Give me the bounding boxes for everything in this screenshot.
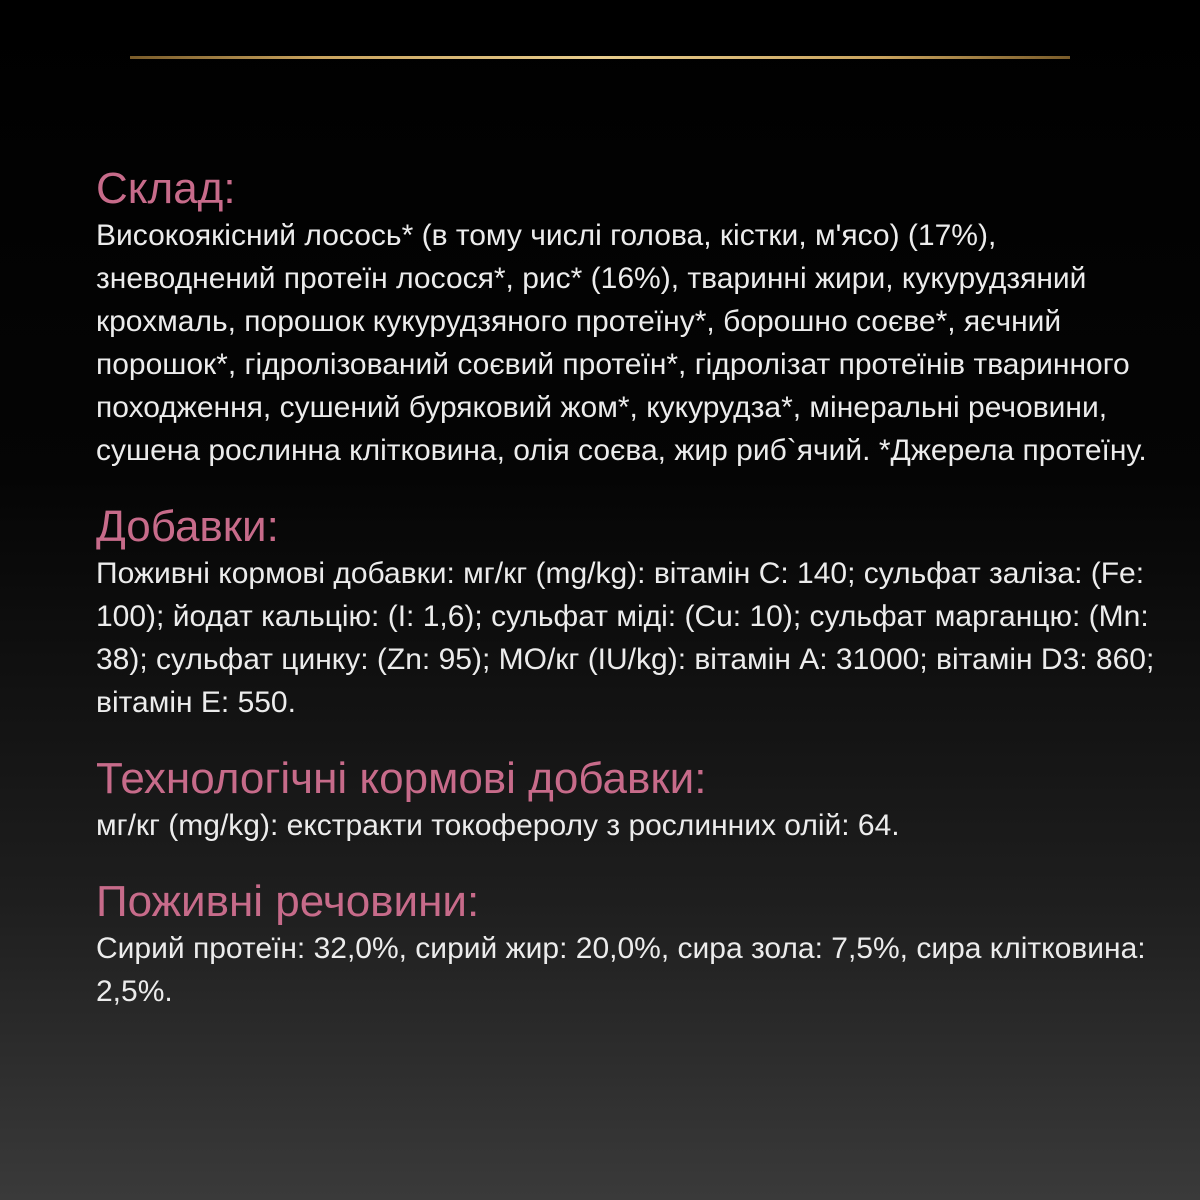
technological-additives-section [96,754,1156,847]
additives-title: Добавки: [96,502,279,551]
composition-section [96,164,1156,472]
additives-section [96,502,1156,724]
composition-text: Високоякісний лосось* (в тому числі голова, кістки, м'ясо) (17%), зневоднений протеїн лосося*, рис* (16%), тваринні жири, кукурудзяний крохмаль, порошок кукурудзяного протеїну*, борошно соєве*, яєчний порошок*, гідролізований соєвий протеїн*, гідролізат протеїнів тваринного походження, сушений буряковий жом*, кукурудза*, мінеральні речовини, сушена рослинна клітковина, олія соєва, жир риб`ячий. *Джерела протеїну. [96,219,1147,467]
ingredients-panel [96,164,1156,1043]
nutrients-title: Поживні речовини: [96,877,480,926]
technological-additives-text: мг/кг (mg/kg): екстракти токоферолу з рослинних олій: 64. [96,809,900,842]
nutrients-text: Сирий протеїн: 32,0%, сирий жир: 20,0%, сира зола: 7,5%, сира клітковина: 2,5%. [96,932,1146,1008]
additives-text: Поживні кормові добавки: мг/кг (mg/kg): вітамін С: 140; сульфат заліза: (Fe: 100); йодат кальцію: (I: 1,6); сульфат міді: (Cu: 10); сульфат марганцю: (Mn: 38); сульфат цинку: (Zn: 95); МО/кг (IU/kg): вітамін А: 31000; вітамін D3: 860; вітамін Е: 550. [96,557,1155,719]
composition-title: Склад: [96,164,236,213]
technological-additives-title: Технологічні кормові добавки: [96,754,707,803]
gold-divider-line [130,56,1070,59]
nutrients-section [96,877,1156,1013]
